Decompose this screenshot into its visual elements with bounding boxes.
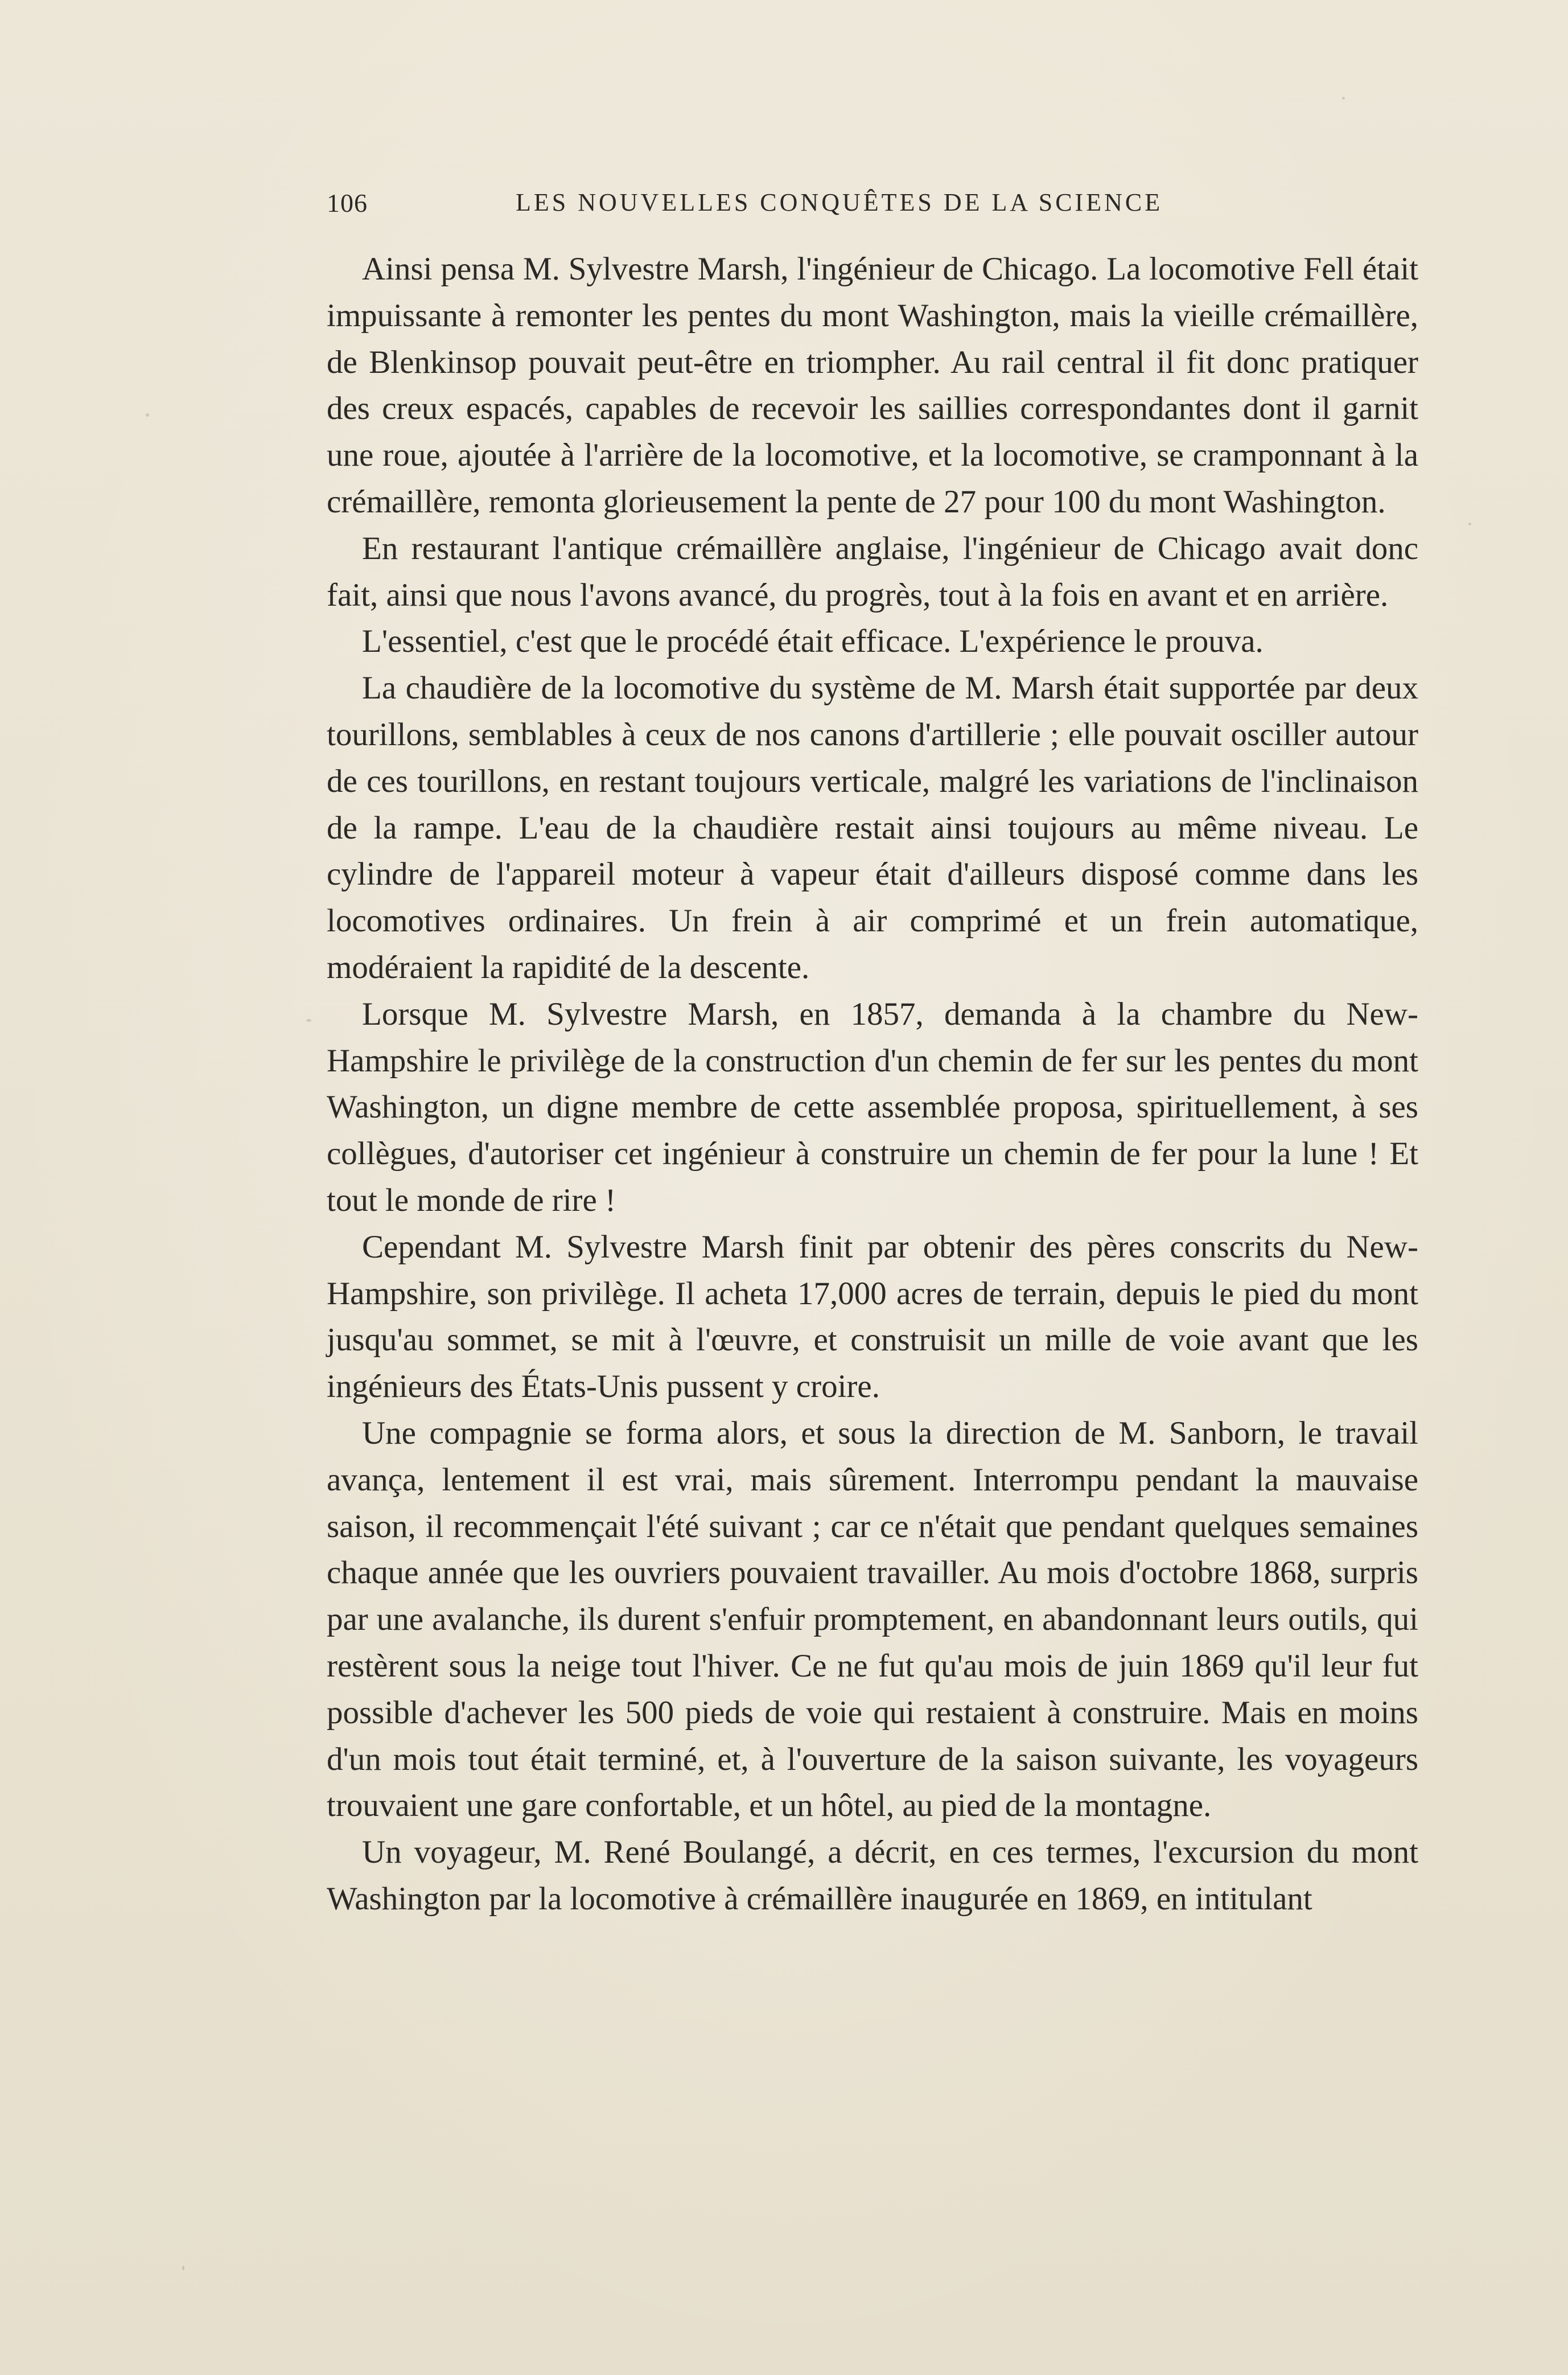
running-title: LES NOUVELLES CONQUÊTES DE LA SCIENCE [516,188,1163,216]
body-text [327,246,1418,1922]
paragraph: Cependant M. Sylvestre Marsh finit par obtenir des pères conscrits du New-Hampshire, son privilège. Il acheta 17,000 acres de terrain, depuis le pied du mont jusqu'au sommet, se mit à l'œuvre, et construisit un mille de voie avant que les ingénieurs des États-Unis pussent y croire. [327,1228,1418,1405]
page-number: 106 [327,188,368,217]
paragraph: En restaurant l'antique crémaillère anglaise, l'ingénieur de Chicago avait donc fait, ainsi que nous l'avons avancé, du progrès, tout à la fois en avant et en arrière. [327,530,1418,613]
paragraph: Une compagnie se forma alors, et sous la direction de M. Sanborn, le travail avança, lentement il est vrai, mais sûrement. Interrompu pendant la mauvaise saison, il recommençait l'été suivant ; car ce n'était que pendant quelques semaines chaque année que les ouvriers pouvaient travailler. Au mois d'octobre 1868, surpris par une avalanche, ils durent s'enfuir promptement, en abandonnant leurs outils, qui restèrent sous la neige tout l'hiver. Ce ne fut qu'au mois de juin 1869 qu'il leur fut possible d'achever les 500 pieds de voie qui restaient à construire. Mais en moins d'un mois tout était terminé, et, à l'ouverture de la saison suivante, les voyageurs trouvaient une gare confortable, et un hôtel, au pied de la montagne. [327,1415,1418,1824]
paragraph: Ainsi pensa M. Sylvestre Marsh, l'ingénieur de Chicago. La locomotive Fell était impuissante à remonter les pentes du mont Washington, mais la vieille crémaillère, de Blenkinsop pouvait peut-être en triompher. Au rail central il fit donc pratiquer des creux espacés, capables de recevoir les saillies correspondantes dont il garnit une roue, ajoutée à l'arrière de la locomotive, et la locomotive, se cramponnant à la crémaillère, remonta glorieusement la pente de 27 pour 100 du mont Washington. [327,251,1418,520]
paper-speck [1468,523,1471,525]
paragraph: Lorsque M. Sylvestre Marsh, en 1857, demanda à la chambre du New-Hampshire le privilège de la construction d'un chemin de fer sur les pentes du mont Washington, un digne membre de cette assemblée proposa, spirituellement, à ses collègues, d'autoriser cet ingénieur à construire un chemin de fer pour la lune ! Et tout le monde de rire ! [327,996,1418,1218]
paper-speck [182,2266,184,2270]
paragraph: Un voyageur, M. René Boulangé, a décrit, en ces termes, l'excursion du mont Washington par la locomotive à crémaillère inaugurée en 1869, en intitulant [327,1834,1418,1917]
paper-speck [146,413,149,417]
paper-speck [1342,97,1345,100]
paragraph: La chaudière de la locomotive du système de M. Marsh était supportée par deux tourillons, semblables à ceux de nos canons d'artillerie ; elle pouvait osciller autour de ces tourillons, en restant toujours verticale, malgré les variations de l'inclinaison de la rampe. L'eau de la chaudière restait ainsi toujours au même niveau. Le cylindre de l'appareil moteur à vapeur était d'ailleurs disposé comme dans les locomotives ordinaires. Un frein à air comprimé et un frein automatique, modéraient la rapidité de la descente. [327,670,1418,985]
running-header [327,183,1418,229]
paper-speck [306,1019,311,1022]
paragraph: L'essentiel, c'est que le procédé était efficace. L'expérience le prouva. [362,623,1264,660]
